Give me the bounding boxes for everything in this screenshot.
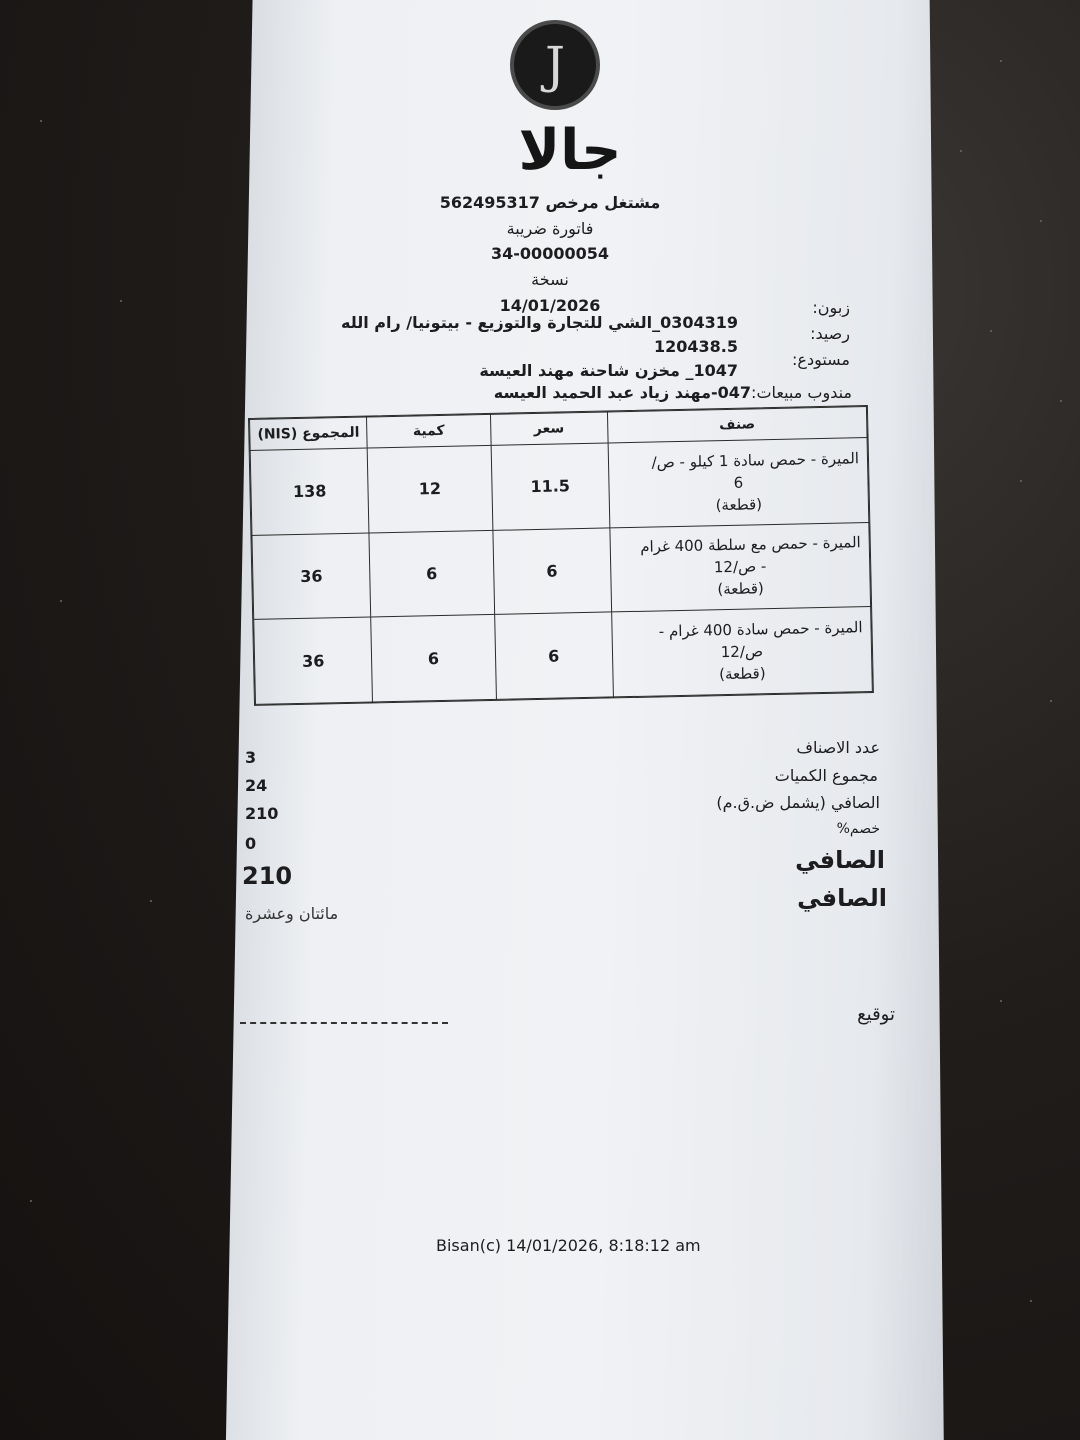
row-price: 6 xyxy=(493,528,612,615)
items-count-label: عدد الاصناف xyxy=(796,738,880,757)
item-line1: الميرة - حمص مع سلطة 400 غرام xyxy=(640,533,861,557)
invoice-number: 34-00000054 xyxy=(491,244,609,263)
col-item: صنف xyxy=(607,407,867,443)
logo-j-icon xyxy=(526,36,584,94)
row-price: 11.5 xyxy=(491,443,610,530)
balance-value: 120438.5 xyxy=(653,337,738,356)
item-line1: الميرة - حمص سادة 400 غرام - xyxy=(658,618,863,641)
table-row xyxy=(254,607,873,705)
salesman-value: 047-مهند زياد عبد الحميد العيسه xyxy=(493,383,752,402)
table-row xyxy=(250,438,869,536)
signature-label: توقيع xyxy=(857,1004,895,1025)
licensed-dealer: مشتغل مرخص 562495317 xyxy=(439,193,661,212)
row-item xyxy=(611,607,872,697)
row-qty: 6 xyxy=(371,615,496,702)
row-total: 36 xyxy=(254,617,373,704)
invoice-type: فاتورة ضريبة xyxy=(506,219,594,238)
item-unit: (قطعة) xyxy=(715,495,763,515)
col-qty: كمية xyxy=(367,414,491,448)
brand-name: جالا xyxy=(518,118,622,183)
row-item xyxy=(608,438,869,528)
qty-total-value: 24 xyxy=(245,776,268,795)
logo-badge xyxy=(510,20,600,110)
net-incl-vat-value: 210 xyxy=(245,804,279,823)
customer-label: زبون: xyxy=(812,298,850,317)
net-value: 210 xyxy=(242,862,293,890)
row-item xyxy=(610,522,871,612)
items-table xyxy=(248,405,874,706)
customer-value: 0304319_الشي للتجارة والتوزيع - بيتونيا/ رام الله xyxy=(340,313,738,332)
net-incl-vat-label: الصافي (يشمل ض.ق.م) xyxy=(716,793,880,812)
item-line2: ص/12 xyxy=(720,642,764,662)
item-line2: 6 xyxy=(733,473,744,492)
footer-timestamp: Bisan(c) 14/01/2026, 8:18:12 am xyxy=(436,1236,701,1255)
row-total: 138 xyxy=(250,448,369,535)
discount-label: خصم% xyxy=(836,821,880,837)
item-line1: الميرة - حمص سادة 1 كيلو - ص/ xyxy=(651,449,860,472)
discount-value: 0 xyxy=(245,834,257,853)
net-words-label: الصافي xyxy=(797,884,887,912)
warehouse-label: مستودع: xyxy=(792,350,850,369)
qty-total-label: مجموع الكميات xyxy=(774,766,878,785)
warehouse-value: 1047_ مخزن شاحنة مهند العيسة xyxy=(479,361,738,380)
invoice-date: 14/01/2026 xyxy=(499,296,601,315)
svg-text:J: J xyxy=(544,36,566,94)
table-row xyxy=(252,522,871,620)
signature-line xyxy=(240,1022,448,1024)
net-label: الصافي xyxy=(795,846,885,874)
item-unit: (قطعة) xyxy=(717,579,765,599)
balance-label: رصيد: xyxy=(810,324,850,343)
item-line2: - ص/12 xyxy=(713,557,767,577)
net-words-value: مائتان وعشرة xyxy=(245,904,339,923)
item-unit: (قطعة) xyxy=(718,664,766,684)
salesman-line xyxy=(493,383,852,402)
row-qty: 6 xyxy=(369,530,494,617)
copy-label: نسخة xyxy=(531,270,569,289)
row-qty: 12 xyxy=(367,445,492,532)
row-total: 36 xyxy=(252,533,371,620)
items-count-value: 3 xyxy=(245,748,257,767)
col-price: سعر xyxy=(490,412,608,445)
row-price: 6 xyxy=(494,612,613,699)
salesman-label: مندوب مبيعات: xyxy=(751,383,852,402)
col-total: المجموع (NIS) xyxy=(250,417,368,450)
